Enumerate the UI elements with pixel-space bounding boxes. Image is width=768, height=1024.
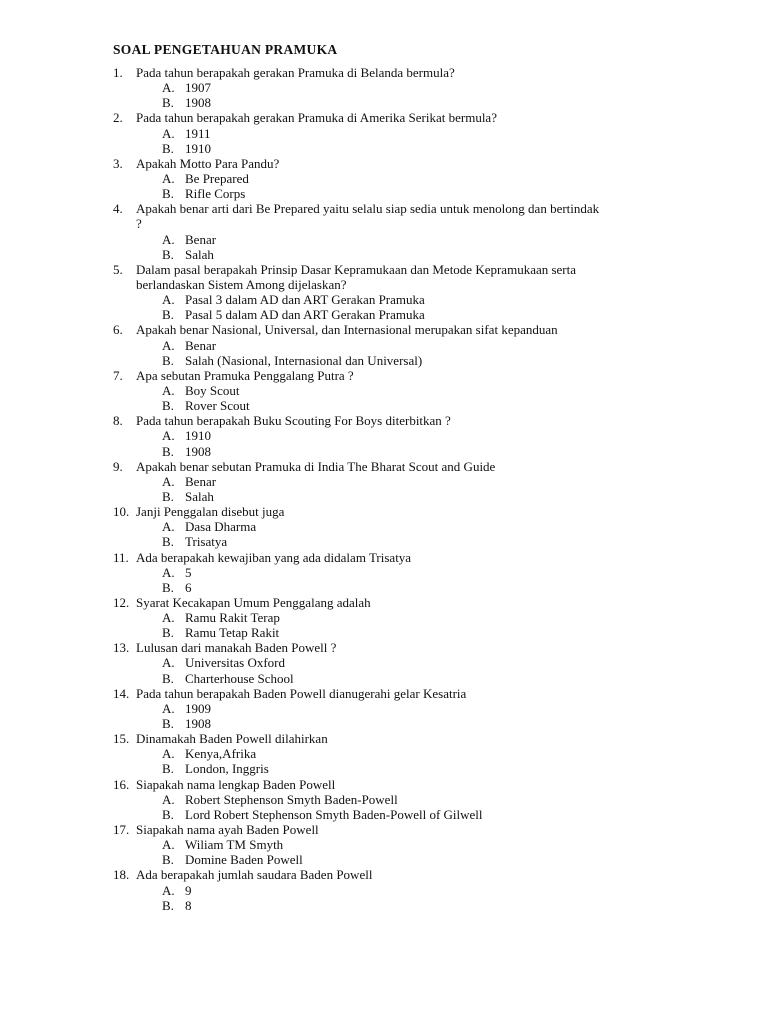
- option-text: Dasa Dharma: [185, 519, 257, 535]
- question-text: Dinamakah Baden Powell dilahirkan: [136, 731, 328, 747]
- question-line: [0, 262, 768, 277]
- answer-option: [0, 625, 768, 640]
- answer-option: [0, 141, 768, 156]
- question-number: 1.: [113, 65, 123, 80]
- question-line: [0, 65, 768, 80]
- question-line-continued: [0, 277, 768, 292]
- option-letter: B.: [162, 761, 174, 777]
- question-text: Siapakah nama lengkap Baden Powell: [136, 776, 336, 792]
- question-text: Pada tahun berapakah Baden Powell dianugerahi gelar Kesatria: [136, 685, 467, 701]
- question-number: 10.: [113, 504, 130, 520]
- option-letter: A.: [162, 337, 175, 353]
- question-text: Pada tahun berapakah Buku Scouting For Boys diterbitkan ?: [136, 413, 451, 429]
- option-text: 1908: [185, 716, 211, 732]
- option-text: Pasal 5 dalam AD dan ART Gerakan Pramuka: [185, 307, 425, 323]
- question-number: 17.: [113, 822, 130, 838]
- option-letter: B.: [162, 140, 174, 156]
- option-letter: B.: [162, 534, 174, 550]
- answer-option: [0, 883, 768, 898]
- answer-option: [0, 489, 768, 504]
- question-number: 13.: [113, 640, 130, 656]
- option-text: Boy Scout: [185, 382, 240, 398]
- option-text: 6: [185, 579, 192, 595]
- answer-option: [0, 580, 768, 595]
- option-text: Pasal 3 dalam AD dan ART Gerakan Pramuka: [185, 292, 425, 308]
- option-letter: B.: [162, 186, 174, 202]
- answer-option: [0, 186, 768, 201]
- option-letter: A.: [162, 791, 175, 807]
- option-text: 1908: [185, 443, 211, 459]
- question-line: [0, 413, 768, 428]
- question-list: [0, 65, 768, 913]
- question-line: [0, 731, 768, 746]
- option-letter: A.: [162, 610, 175, 626]
- option-letter: B.: [162, 398, 174, 414]
- answer-option: [0, 353, 768, 368]
- question-number: 16.: [113, 776, 130, 792]
- question-line-continued: [0, 216, 768, 231]
- option-letter: B.: [162, 579, 174, 595]
- question-number: 8.: [113, 413, 123, 429]
- answer-option: [0, 761, 768, 776]
- question-number: 9.: [113, 458, 123, 474]
- question-number: 2.: [113, 110, 123, 126]
- answer-option: [0, 807, 768, 822]
- option-text: 1907: [185, 80, 211, 96]
- question-line: [0, 156, 768, 171]
- option-letter: A.: [162, 80, 175, 96]
- option-letter: B.: [162, 670, 174, 686]
- answer-option: [0, 171, 768, 186]
- answer-option: [0, 898, 768, 913]
- question-text: Pada tahun berapakah gerakan Pramuka di Belanda bermula?: [136, 65, 455, 80]
- question-line: [0, 459, 768, 474]
- question-line: [0, 777, 768, 792]
- answer-option: [0, 307, 768, 322]
- question-line: [0, 504, 768, 519]
- option-letter: B.: [162, 852, 174, 868]
- question-text: Apakah Motto Para Pandu?: [136, 155, 280, 171]
- option-text: 1910: [185, 428, 211, 444]
- option-letter: B.: [162, 625, 174, 641]
- question-text: ?: [136, 216, 142, 232]
- option-text: Benar: [185, 337, 217, 353]
- question-text: Ada berapakah jumlah saudara Baden Powell: [136, 867, 373, 883]
- question-line: [0, 640, 768, 655]
- option-letter: A.: [162, 837, 175, 853]
- option-text: 5: [185, 564, 192, 580]
- answer-option: [0, 247, 768, 262]
- question-number: 5.: [113, 261, 123, 277]
- question-line: [0, 595, 768, 610]
- option-letter: B.: [162, 352, 174, 368]
- option-text: Wiliam TM Smyth: [185, 837, 284, 853]
- option-text: Universitas Oxford: [185, 655, 286, 671]
- question-text: Apakah benar sebutan Pramuka di India The Bharat Scout and Guide: [136, 458, 496, 474]
- option-letter: A.: [162, 882, 175, 898]
- option-text: Rifle Corps: [185, 186, 246, 202]
- option-text: 9: [185, 882, 192, 898]
- question-text: Syarat Kecakapan Umum Penggalang adalah: [136, 594, 371, 610]
- answer-option: [0, 716, 768, 731]
- option-letter: A.: [162, 746, 175, 762]
- question-number: 7.: [113, 367, 123, 383]
- option-letter: A.: [162, 700, 175, 716]
- option-text: 1910: [185, 140, 211, 156]
- option-letter: A.: [162, 473, 175, 489]
- option-letter: B.: [162, 716, 174, 732]
- answer-option: [0, 565, 768, 580]
- answer-option: [0, 428, 768, 443]
- question-line: [0, 686, 768, 701]
- option-letter: B.: [162, 443, 174, 459]
- question-line: [0, 368, 768, 383]
- option-letter: B.: [162, 806, 174, 822]
- option-text: Ramu Rakit Terap: [185, 610, 280, 626]
- answer-option: [0, 95, 768, 110]
- option-text: 8: [185, 897, 192, 913]
- option-letter: A.: [162, 125, 175, 141]
- option-letter: B.: [162, 246, 174, 262]
- answer-option: [0, 444, 768, 459]
- option-text: Kenya,Afrika: [185, 746, 257, 762]
- option-text: 1908: [185, 95, 211, 111]
- question-line: [0, 322, 768, 337]
- question-number: 14.: [113, 685, 130, 701]
- question-number: 12.: [113, 594, 130, 610]
- answer-option: [0, 292, 768, 307]
- answer-option: [0, 80, 768, 95]
- option-text: Ramu Tetap Rakit: [185, 625, 280, 641]
- question-text: Ada berapakah kewajiban yang ada didalam Trisatya: [136, 549, 412, 565]
- option-text: Lord Robert Stephenson Smyth Baden-Powell of Gilwell: [185, 806, 483, 822]
- answer-option: [0, 338, 768, 353]
- question-number: 18.: [113, 867, 130, 883]
- question-line: [0, 867, 768, 882]
- question-text: berlandaskan Sistem Among dijelaskan?: [136, 276, 347, 292]
- option-letter: A.: [162, 292, 175, 308]
- question-text: Apakah benar Nasional, Universal, dan Internasional merupakan sifat kepanduan: [136, 322, 558, 338]
- option-text: Be Prepared: [185, 170, 249, 186]
- question-number: 3.: [113, 155, 123, 171]
- answer-option: [0, 792, 768, 807]
- option-text: Salah: [185, 246, 214, 262]
- answer-option: [0, 746, 768, 761]
- option-text: Domine Baden Powell: [185, 852, 303, 868]
- answer-option: [0, 534, 768, 549]
- option-text: Salah (Nasional, Internasional dan Universal): [185, 352, 423, 368]
- option-letter: A.: [162, 428, 175, 444]
- answer-option: [0, 232, 768, 247]
- question-number: 4.: [113, 201, 123, 217]
- answer-option: [0, 852, 768, 867]
- option-text: Robert Stephenson Smyth Baden-Powell: [185, 791, 398, 807]
- answer-option: [0, 610, 768, 625]
- question-line: [0, 201, 768, 216]
- answer-option: [0, 671, 768, 686]
- question-number: 6.: [113, 322, 123, 338]
- option-text: Benar: [185, 473, 217, 489]
- option-text: Benar: [185, 231, 217, 247]
- answer-option: [0, 474, 768, 489]
- question-text: Dalam pasal berapakah Prinsip Dasar Kepramukaan dan Metode Kepramukaan serta: [136, 261, 577, 277]
- option-text: Charterhouse School: [185, 670, 294, 686]
- option-letter: A.: [162, 382, 175, 398]
- question-text: Lulusan dari manakah Baden Powell ?: [136, 640, 337, 656]
- option-letter: B.: [162, 307, 174, 323]
- question-number: 11.: [113, 549, 129, 565]
- answer-option: [0, 398, 768, 413]
- option-text: Trisatya: [185, 534, 228, 550]
- option-letter: A.: [162, 170, 175, 186]
- question-text: Pada tahun berapakah gerakan Pramuka di Amerika Serikat bermula?: [136, 110, 497, 126]
- document-title: SOAL PENGETAHUAN PRAMUKA: [113, 42, 338, 57]
- question-text: Siapakah nama ayah Baden Powell: [136, 822, 319, 838]
- answer-option: [0, 126, 768, 141]
- option-text: 1911: [185, 125, 211, 141]
- option-text: Rover Scout: [185, 398, 250, 414]
- answer-option: [0, 383, 768, 398]
- question-line: [0, 550, 768, 565]
- option-text: Salah: [185, 488, 214, 504]
- question-line: [0, 110, 768, 125]
- answer-option: [0, 701, 768, 716]
- answer-option: [0, 655, 768, 670]
- answer-option: [0, 519, 768, 534]
- option-letter: B.: [162, 488, 174, 504]
- question-text: Apa sebutan Pramuka Penggalang Putra ?: [136, 367, 354, 383]
- question-text: Apakah benar arti dari Be Prepared yaitu selalu siap sedia untuk menolong dan bertindak: [136, 201, 600, 217]
- question-text: Janji Penggalan disebut juga: [136, 504, 285, 520]
- option-letter: B.: [162, 897, 174, 913]
- option-letter: A.: [162, 564, 175, 580]
- question-number: 15.: [113, 731, 130, 747]
- option-text: 1909: [185, 700, 211, 716]
- option-letter: A.: [162, 655, 175, 671]
- option-text: London, Inggris: [185, 761, 269, 777]
- option-letter: A.: [162, 231, 175, 247]
- question-line: [0, 822, 768, 837]
- answer-option: [0, 837, 768, 852]
- option-letter: A.: [162, 519, 175, 535]
- option-letter: B.: [162, 95, 174, 111]
